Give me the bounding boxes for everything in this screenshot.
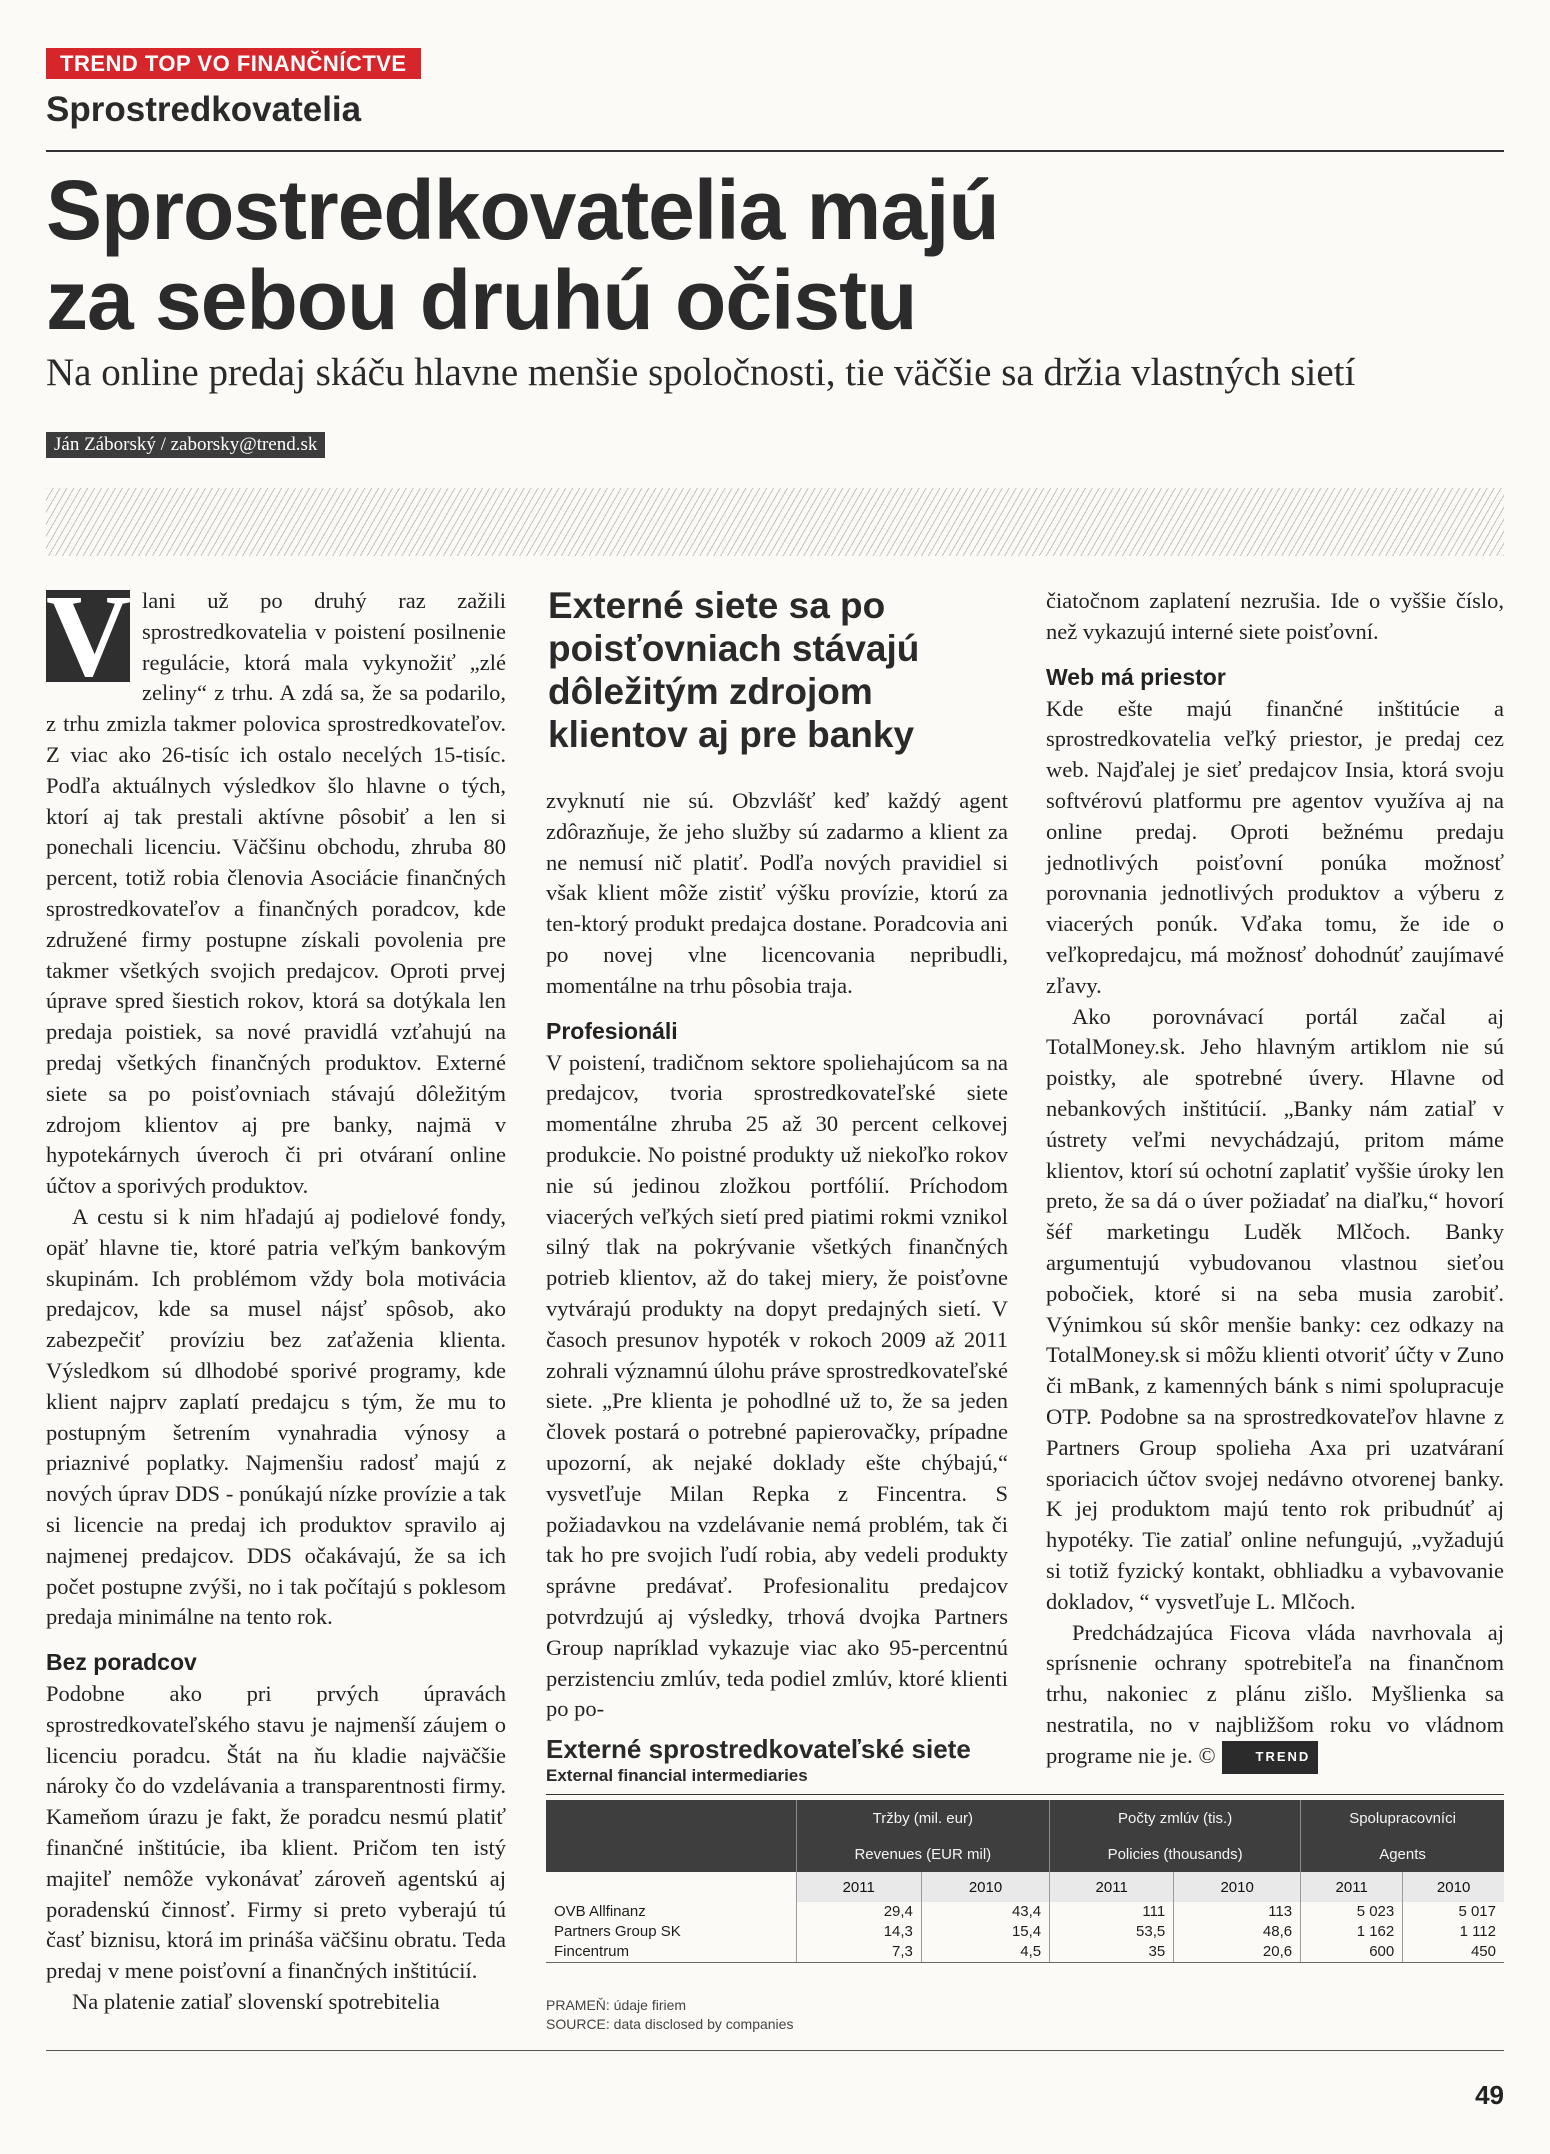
year-header: 2011	[1050, 1872, 1174, 1902]
table-cell: 7,3	[796, 1942, 921, 1963]
footer-divider	[46, 2050, 1504, 2051]
table-header-row-sk	[546, 1800, 1504, 1836]
headline-line-1: Sprostredkovatelia majú	[46, 163, 999, 257]
table-cell: 20,6	[1174, 1942, 1301, 1963]
year-header: 2010	[921, 1872, 1049, 1902]
paragraph: čiatočnom zaplatení nezrušia. Ide o vyššie číslo, než vykazujú interné siete poisťovní.	[1046, 588, 1504, 644]
table-row	[546, 1942, 1504, 1963]
article-column-1	[46, 570, 506, 2018]
table-cell: 15,4	[921, 1922, 1049, 1942]
table-cell: 4,5	[921, 1942, 1049, 1963]
paragraph: A cestu si k nim hľadajú aj podielové fondy, opäť hlavne tie, ktoré patria veľkým bankovým skupinám. Ich problémom vždy bola motivácia predajcov, kde sa musel nájsť spôsob, ako zabezpečiť províziu bez zaťaženia klienta. Výsledkom sú dlhodobé sporivé programy, kde klient najprv zaplatí predajcu s tým, že mu to postupným šetrením vynahradia výnosy a priaznivé poplatky. Najmenšiu radosť majú z nových úprav DDS - ponúkajú nízke provízie a tak si licencie na predaj ich produktov spravilo aj najmenej predajcov. DDS očakávajú, že sa ich počet postupne zvýši, no i tak počítajú s poklesom predaja minimálne na tento rok.	[46, 1203, 506, 1630]
header-policies-en: Policies (thousands)	[1050, 1836, 1301, 1872]
article-column-3	[1046, 586, 1504, 1774]
header-revenues-en: Revenues (EUR mil)	[796, 1836, 1050, 1872]
pull-quote: Externé siete sa po poisťovniach stávajú dôležitým zdrojom klientov aj pre banky	[548, 585, 920, 755]
table-cell: 29,4	[796, 1902, 921, 1922]
table-cell: 111	[1050, 1902, 1174, 1922]
table-cell: 1 162	[1301, 1922, 1403, 1942]
paragraph-text: Predchádzajúca Ficova vláda navrhovala aj sprísnenie ochrany spotrebiteľa na finančnom trhu, nakoniec z plánu zišlo. Myšlienka sa nestratila, no v najbližšom roku vo vládnom programe nie je.	[1046, 1619, 1504, 1768]
intermediaries-table	[546, 1800, 1504, 1963]
header-blank	[546, 1872, 796, 1902]
header-blank	[546, 1836, 796, 1872]
table-cell: 600	[1301, 1942, 1403, 1963]
table-cell: 48,6	[1174, 1922, 1301, 1942]
table-title: Externé sprostredkovateľské siete	[546, 1734, 971, 1764]
header-agents-sk: Spolupracovníci	[1301, 1800, 1504, 1836]
table-top-rule	[546, 1794, 1504, 1795]
table-cell: 113	[1174, 1902, 1301, 1922]
end-mark	[1198, 1743, 1318, 1768]
table-cell: 5 017	[1403, 1902, 1504, 1922]
year-header: 2010	[1403, 1872, 1504, 1902]
paragraph: Podobne ako pri prvých úpravách sprostredkovateľského stavu je najmenší záujem o licenciu poradcu. Štát na ňu kladie najväčšie nároky čo do vzdelávania a transparentnosti firmy. Kameňom úrazu je fakt, že poradcu nesmú platiť finančné inštitúcie, iba klient. Pričom ten istý majiteľ nemôže vykonávať zároveň agentskú aj poradenskú činnosť. Firmy si preto vyberajú tú časť biznisu, ktorá im prináša väčšinu obratu. Teda predaj v mene poisťovní a finančných inštitúcií.	[46, 1681, 506, 1984]
byline: Ján Záborský / zaborsky@trend.sk	[46, 432, 325, 458]
page-number: 49	[1475, 2080, 1504, 2110]
table-year-row	[546, 1872, 1504, 1902]
subheadline: Na online predaj skáču hlavne menšie spoločnosti, tie väčšie sa držia vlastných sietí	[46, 351, 1356, 394]
header-divider	[46, 150, 1504, 152]
paragraph: V poistení, tradičnom sektore spoliehajúcom sa na predajcov, tvoria sprostredkovateľské siete momentálne zhruba 25 až 30 percent celkovej produkcie. No poistné produkty už niekoľko rokov nie sú jedinou zložkou portfólií. Príchodom viacerých veľkých sietí pred piatimi rokmi vznikol silný tlak na pokrývanie všetkých finančných potrieb klientov, až do takej miery, že poisťovne vytvárajú produkty na dopyt predajných sietí. V časoch presunov hypoték v rokoch 2009 až 2011 zohrali významnú úlohu práve sprostredkovateľské siete. „Pre klienta je pohodlné už to, že sa jeden človek postará o potrebné papierovačky, prípadne upozorní, ak nejaké doklady ešte chýbajú,“ vysvetľuje Milan Repka z Fincentra. S požiadavkou na vzdelávanie nemá problém, tak či tak ho pre svojich ľudí robia, aby vedeli produkty správne predávať. Profesionalitu predajcov potvrdzujú aj výsledky, trhová dvojka Partners Group napríklad vykazuje viac ako 95-percentnú perzistenciu zmlúv, teda podiel zmlúv, ktoré klienti po po-	[546, 1049, 1008, 1722]
header-blank	[546, 1800, 796, 1836]
table-header-row-en	[546, 1836, 1504, 1872]
paragraph: Kde ešte majú finančné inštitúcie a sprostredkovatelia veľký priestor, je predaj cez web. Najďalej je sieť predajcov Insia, ktorá svoju softvérovú platformu pre agentov využíva aj na online predaj. Oproti bežnému predaju jednotlivých poisťovní ponúka možnosť porovnania jednotlivých produktov a výberu z viacerých ponúk. Vďaka tomu, že ide o veľkopredajcu, má možnosť dohodnúť zaujímavé zľavy.	[1046, 695, 1504, 998]
source-en: SOURCE: data disclosed by companies	[546, 2016, 794, 2032]
table-source	[546, 1996, 793, 2034]
table-subtitle: External financial intermediaries	[546, 1766, 808, 1785]
year-header: 2010	[1174, 1872, 1301, 1902]
table-cell: 43,4	[921, 1902, 1049, 1922]
table-cell: 53,5	[1050, 1922, 1174, 1942]
article-column-2	[546, 786, 1008, 1725]
copyright-symbol: ©	[1198, 1742, 1216, 1768]
paragraph: zvyknutí nie sú. Obzvlášť keď každý agent zdôrazňuje, že jeho služby sú zadarmo a klient za ne nemusí nič platiť. Podľa nových pravidiel si však klient môže zistiť výšku provízie, ktorú za ten-ktorý produkt predajca dostane. Poradcovia ani po novej vlne licencovania nepribudli, momentálne na trhu pôsobia traja.	[546, 788, 1008, 998]
table-cell: 1 112	[1403, 1922, 1504, 1942]
trend-logo: TREND	[1222, 1741, 1319, 1774]
header-policies-sk: Počty zmlúv (tis.)	[1050, 1800, 1301, 1836]
dropcap: V	[46, 570, 132, 701]
table-row	[546, 1922, 1504, 1942]
company-name: OVB Allfinanz	[554, 1903, 646, 1920]
table-cell: 14,3	[796, 1922, 921, 1942]
paragraph	[1046, 1618, 1504, 1774]
company-name: Partners Group SK	[554, 1923, 681, 1940]
year-header: 2011	[1301, 1872, 1403, 1902]
paragraph: Na platenie zatiaľ slovenskí spotrebitelia	[72, 1989, 440, 2015]
section-heading-bez-poradcov: Bez poradcov	[46, 1649, 197, 1676]
company-name: Fincentrum	[546, 1942, 796, 1963]
section-title: Sprostredkovatelia	[46, 90, 362, 129]
section-heading-profesionali: Profesionáli	[546, 1017, 678, 1044]
table-row	[546, 1902, 1504, 1922]
year-header: 2011	[796, 1872, 921, 1902]
section-heading-web-ma-priestor: Web má priestor	[1046, 663, 1226, 690]
decorative-hatch-band	[46, 488, 1504, 556]
table-cell: 450	[1403, 1942, 1504, 1963]
paragraph: lani už po druhý raz zažili sprostredkovatelia v poistení posilnenie regulácie, ktorá mala vykynožiť „zlé zeliny“ z trhu. A zdá sa, že sa podarilo, z trhu zmizla takmer polovica sprostredkovateľov. Z viac ako 26-tisíc ich ostalo necelých 15-tisíc. Podľa aktuálnych výsledkov šlo hlavne o tých, ktorí aj tak prestali aktívne pôsobiť a len si ponechali licenciu. Väčšinu obchodu, zhruba 80 percent, totiž robia členovia Asociácie finančných sprostredkovateľov a finančných poradcov, kde združené firmy postupne získali povolenia pre takmer všetkých svojich predajcov. Oproti prvej úprave spred šiestich rokov, ktorá sa dotýkala len predaja poistiek, sa nové pravidlá vzťahujú na predaj všetkých finančných produktov. Externé siete sa po poisťovniach stávajú dôležitým zdrojom klientov aj pre banky, najmä v hypotekárnych úveroch či pri otváraní online účtov a sporivých produktov.	[46, 588, 506, 1199]
paragraph: Ako porovnávací portál začal aj TotalMoney.sk. Jeho hlavným artiklom nie sú poistky, ale spotrebné úvery. Hlavne od nebankových inštitúcií. „Banky nám zatiaľ v ústrety veľmi nevychádzajú, pritom máme klientov, ktorí sú ochotní zaplatiť vyššie úroky len preto, že sa dá o úver požiadať na diaľku,“ hovorí šéf marketingu Luděk Mlčoch. Banky argumentujú vybudovanou vlastnou sieťou pobočiek, ktoré si na seba musia zarobiť. Výnimkou sú skôr menšie banky: cez odkazy na TotalMoney.sk si môžu klienti otvoriť účty v Zuno či mBank, z kamenných bánk s nimi spolupracuje OTP. Podobne sa na sprostredkovateľov hlavne z Partners Group spolieha Axa pri uzatváraní sporiacich účtov svojej nedávno otvorenej banky. K jej produktom majú tento rok pribudnúť aj hypotéky. Tie zatiaľ online nefungujú, „vyžadujú si totiž fyzický kontakt, obhliadku a vybavovanie dokladov, “ vysvetľuje L. Mlčoch.	[1046, 1003, 1504, 1614]
table-cell: 35	[1050, 1942, 1174, 1963]
header-agents-en: Agents	[1301, 1836, 1504, 1872]
header-revenues-sk: Tržby (mil. eur)	[796, 1800, 1050, 1836]
table-cell: 5 023	[1301, 1902, 1403, 1922]
series-label: TREND TOP VO FINANČNÍCTVE	[46, 48, 421, 79]
headline-line-2: za sebou druhú očistu	[46, 253, 917, 347]
headline	[46, 165, 1486, 345]
source-sk: PRAMEŇ: údaje firiem	[546, 1997, 687, 2013]
